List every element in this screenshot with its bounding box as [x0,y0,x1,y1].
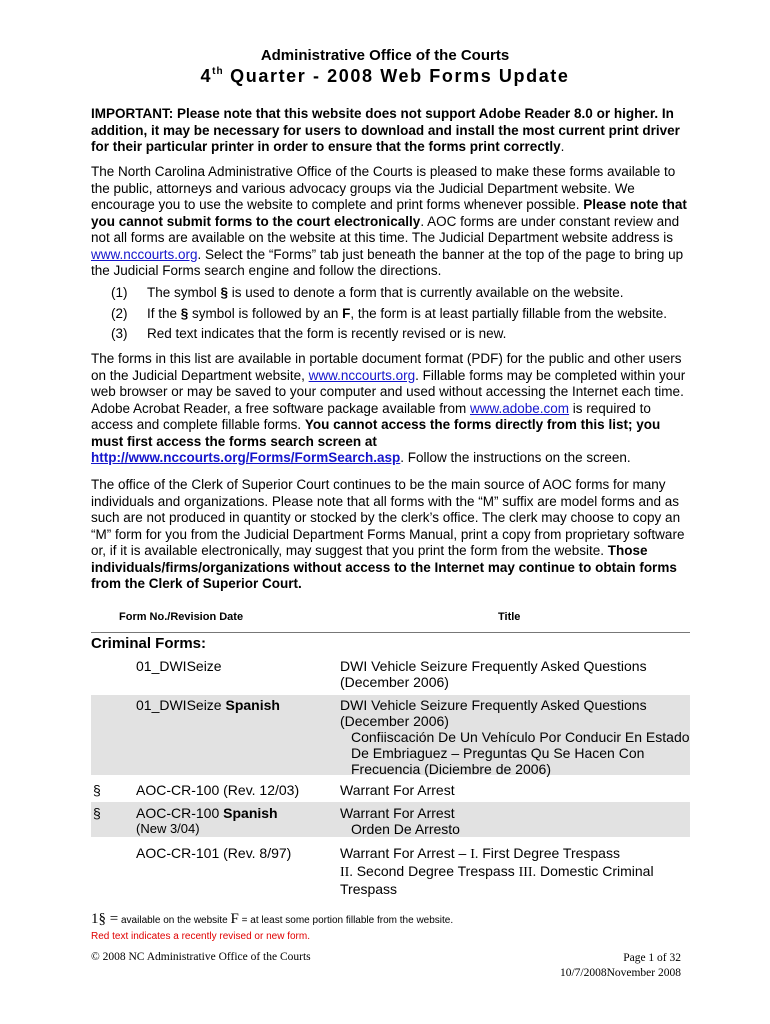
header-divider [91,632,690,633]
available-symbol: § [93,782,101,798]
important-notice: IMPORTANT: Please note that this website does not support Adobe Reader 8.0 or higher. In addition, it may be necessary for users to download and install the most current print driver for their particular printer in order to ensure that the forms print correctly. [91,106,680,154]
footer-date: 10/7/2008November 2008 [559,967,681,979]
table-row: AOC-CR-101 (Rev. 8/97) Warrant For Arrest – I. First Degree Trespass II. Second Degree Trespass III. Domestic Criminal Trespass [136,845,654,897]
list-item: (2) If the § symbol is followed by an F, the form is at least partially fillable from the website. [111,305,668,321]
list-item: (1) The symbol § is used to denote a form that is currently available on the website. [111,285,624,300]
list-item: (3) Red text indicates that the form is recently revised or is new. [111,326,507,341]
section-criminal-forms: Criminal Forms: [91,635,207,652]
nccourts-link[interactable]: www.nccourts.org [308,367,416,383]
agency-heading: Administrative Office of the Courts [260,47,510,64]
form-search-link[interactable]: http://www.nccourts.org/Forms/FormSearch.asp [91,450,401,465]
table-row: 01_DWISeize Spanish DWI Vehicle Seizure Frequently Asked Questions (December 2006) Confiiscación De Un Vehículo Por Conducir En Estado De Embriaguez – Preguntas Qu Se Hacen Con Frecuencia (Diciembre de 2006) [91,695,690,775]
available-symbol: § [93,805,101,821]
page-footer [560,951,681,981]
page-title: 4th Quarter - 2008 Web Forms Update [200,66,570,86]
page-number: Page 1 of 32 [623,952,681,964]
copyright-footer: © 2008 NC Administrative Office of the Courts [91,951,311,963]
notes-list [91,285,691,347]
column-header-title: Title [498,611,521,623]
table-row: § AOC-CR-100 (Rev. 12/03) Warrant For Arrest [93,782,455,798]
red-text-note: Red text indicates a recently revised or new form. [91,931,310,942]
column-header-form: Form No./Revision Date [119,611,244,623]
table-row: § AOC-CR-100 Spanish (New 3/04) Warrant For Arrest Orden De Arresto [91,802,690,837]
intro-paragraph: The North Carolina Administrative Office of the Courts is pleased to make these forms available to the public, attorneys and various advocacy groups via the Judicial Department website. We encourage you to use the website to complete and print forms whenever possible. Please note that you cannot submit forms to the court electronically. AOC forms are under constant review and not all forms are available on the website at this time. The Judicial Department website address is www.nccourts.org. Select the “Forms” tab just beneath the banner at the top of the page to bring up the Judicial Forms search engine and follow the directions. [91,164,687,278]
clerk-paragraph: The office of the Clerk of Superior Court continues to be the main source of AOC forms for many individuals and organizations. Please note that all forms with the “M” suffix are model forms and as such are not produced in quantity or stocked by the clerk’s office. The clerk may choose to copy an “M” form for you from the Judicial Department Forms Manual, print a copy from proprietary software or, if it is available electronically, may suggest that you print the form from the website. Those individuals/firms/organizations without access to the Internet may continue to obtain forms from the Clerk of Superior Court. [91,477,685,591]
adobe-link[interactable]: www.adobe.com [469,400,570,416]
table-row: 01_DWISeize DWI Vehicle Seizure Frequently Asked Questions (December 2006) [136,658,647,690]
nccourts-link[interactable]: www.nccourts.org [91,246,198,262]
pdf-paragraph: The forms in this list are available in portable document format (PDF) for the public and other users on the Judicial Department website, www.nccourts.org. Fillable forms may be completed within your web browser or may be saved to your computer and used without accessing the Internet each time. Adobe Acrobat Reader, a free software package available from www.adobe.com is required to access and complete fillable forms. You cannot access the forms directly from this list; you must first access the forms search screen at http://www.nccourts.org/Forms/FormSearch.asp. Follow the instructions on the screen. [91,351,686,465]
legend: 1§ = available on the website F = at least some portion fillable from the website. [91,911,454,927]
